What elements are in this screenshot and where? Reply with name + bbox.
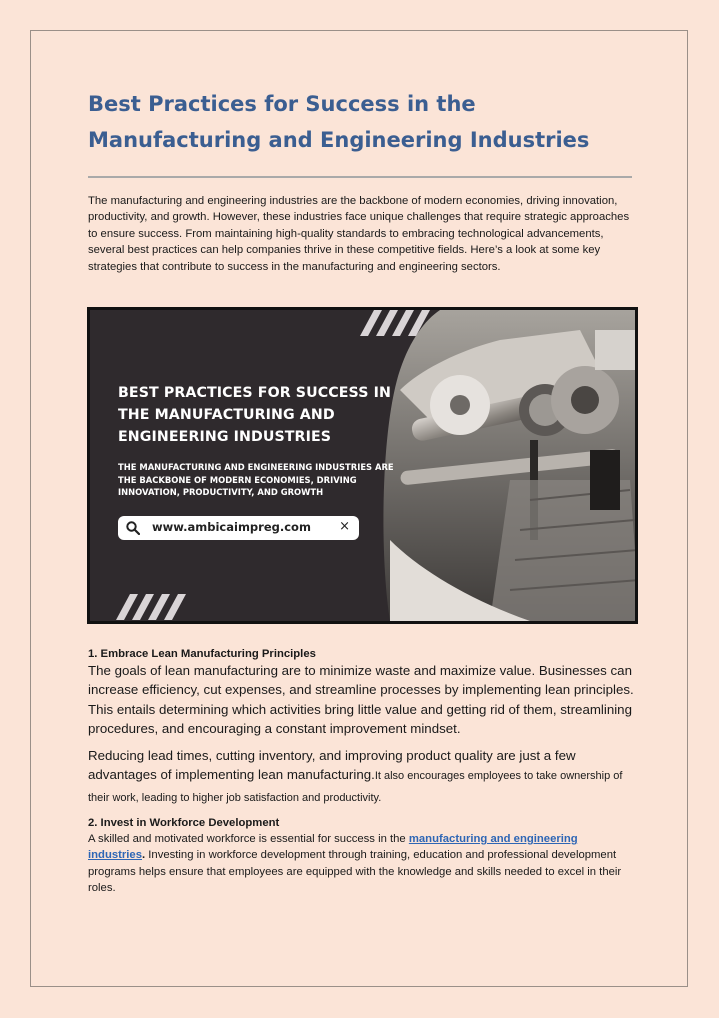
section-2-text-before-link: A skilled and motivated workforce is essential for success in the [88, 833, 409, 845]
section-1-paragraph-2 [88, 746, 638, 808]
section-1-paragraph-2-main: Reducing lead times, cutting inventory, and improving product quality are just a few advantages of implementing lean manufacturing. [88, 748, 576, 783]
document-title: Best Practices for Success in the Manufacturing and Engineering Industries [88, 92, 590, 152]
section-2-text-after-link: Investing in workforce development through training, education and professional development programs helps ensure that employees are equipped with the knowledge and skills needed to excel in their roles. [88, 849, 622, 895]
section-1-heading: 1. Embrace Lean Manufacturing Principles [88, 648, 316, 660]
decorative-stripes-bottom [116, 594, 196, 620]
section-2-paragraph [88, 831, 633, 897]
section-1-paragraph-1: The goals of lean manufacturing are to minimize waste and maximize value. Businesses can increase efficiency, cut expenses, and streamline processes by implementing lean principles. This entails determining which activities bring little value and getting rid of them, streamlining procedures, and encouraging a constant improvement mindset. [88, 663, 634, 737]
close-icon: × [339, 519, 350, 534]
banner-subheading: THE MANUFACTURING AND ENGINEERING INDUSTRIES ARE THE BACKBONE OF MODERN ECONOMIES, DRIVING INNOVATION, PRODUCTIVITY, AND GROWTH [118, 462, 394, 497]
machinery-photo [380, 310, 638, 621]
manufacturing-industries-link[interactable]: manufacturing and engineering industries [88, 833, 578, 862]
banner-image [87, 307, 638, 624]
decorative-stripes-top [360, 310, 440, 336]
search-icon [126, 521, 140, 535]
section-2-heading: 2. Invest in Workforce Development [88, 817, 280, 829]
link-period: . [142, 849, 146, 862]
section-1-paragraph-2-tail: It also encourages employees to take ownership of their work, leading to higher job satisfaction and productivity. [88, 770, 623, 804]
intro-paragraph: The manufacturing and engineering industries are the backbone of modern economies, driving innovation, productivity, and growth. However, these industries face unique challenges that require strategic approaches to ensure success. From maintaining high-quality standards to embracing technological advancements, several best practices can help companies thrive in these competitive fields. Here’s a look at some key strategies that contribute to success in the manufacturing and engineering sectors. [88, 195, 630, 273]
website-url: www.ambicaimpreg.com [152, 520, 311, 534]
title-divider [88, 176, 632, 178]
banner-heading: BEST PRACTICES FOR SUCCESS IN THE MANUFACTURING AND ENGINEERING INDUSTRIES [118, 385, 391, 445]
url-search-bar [118, 516, 359, 540]
